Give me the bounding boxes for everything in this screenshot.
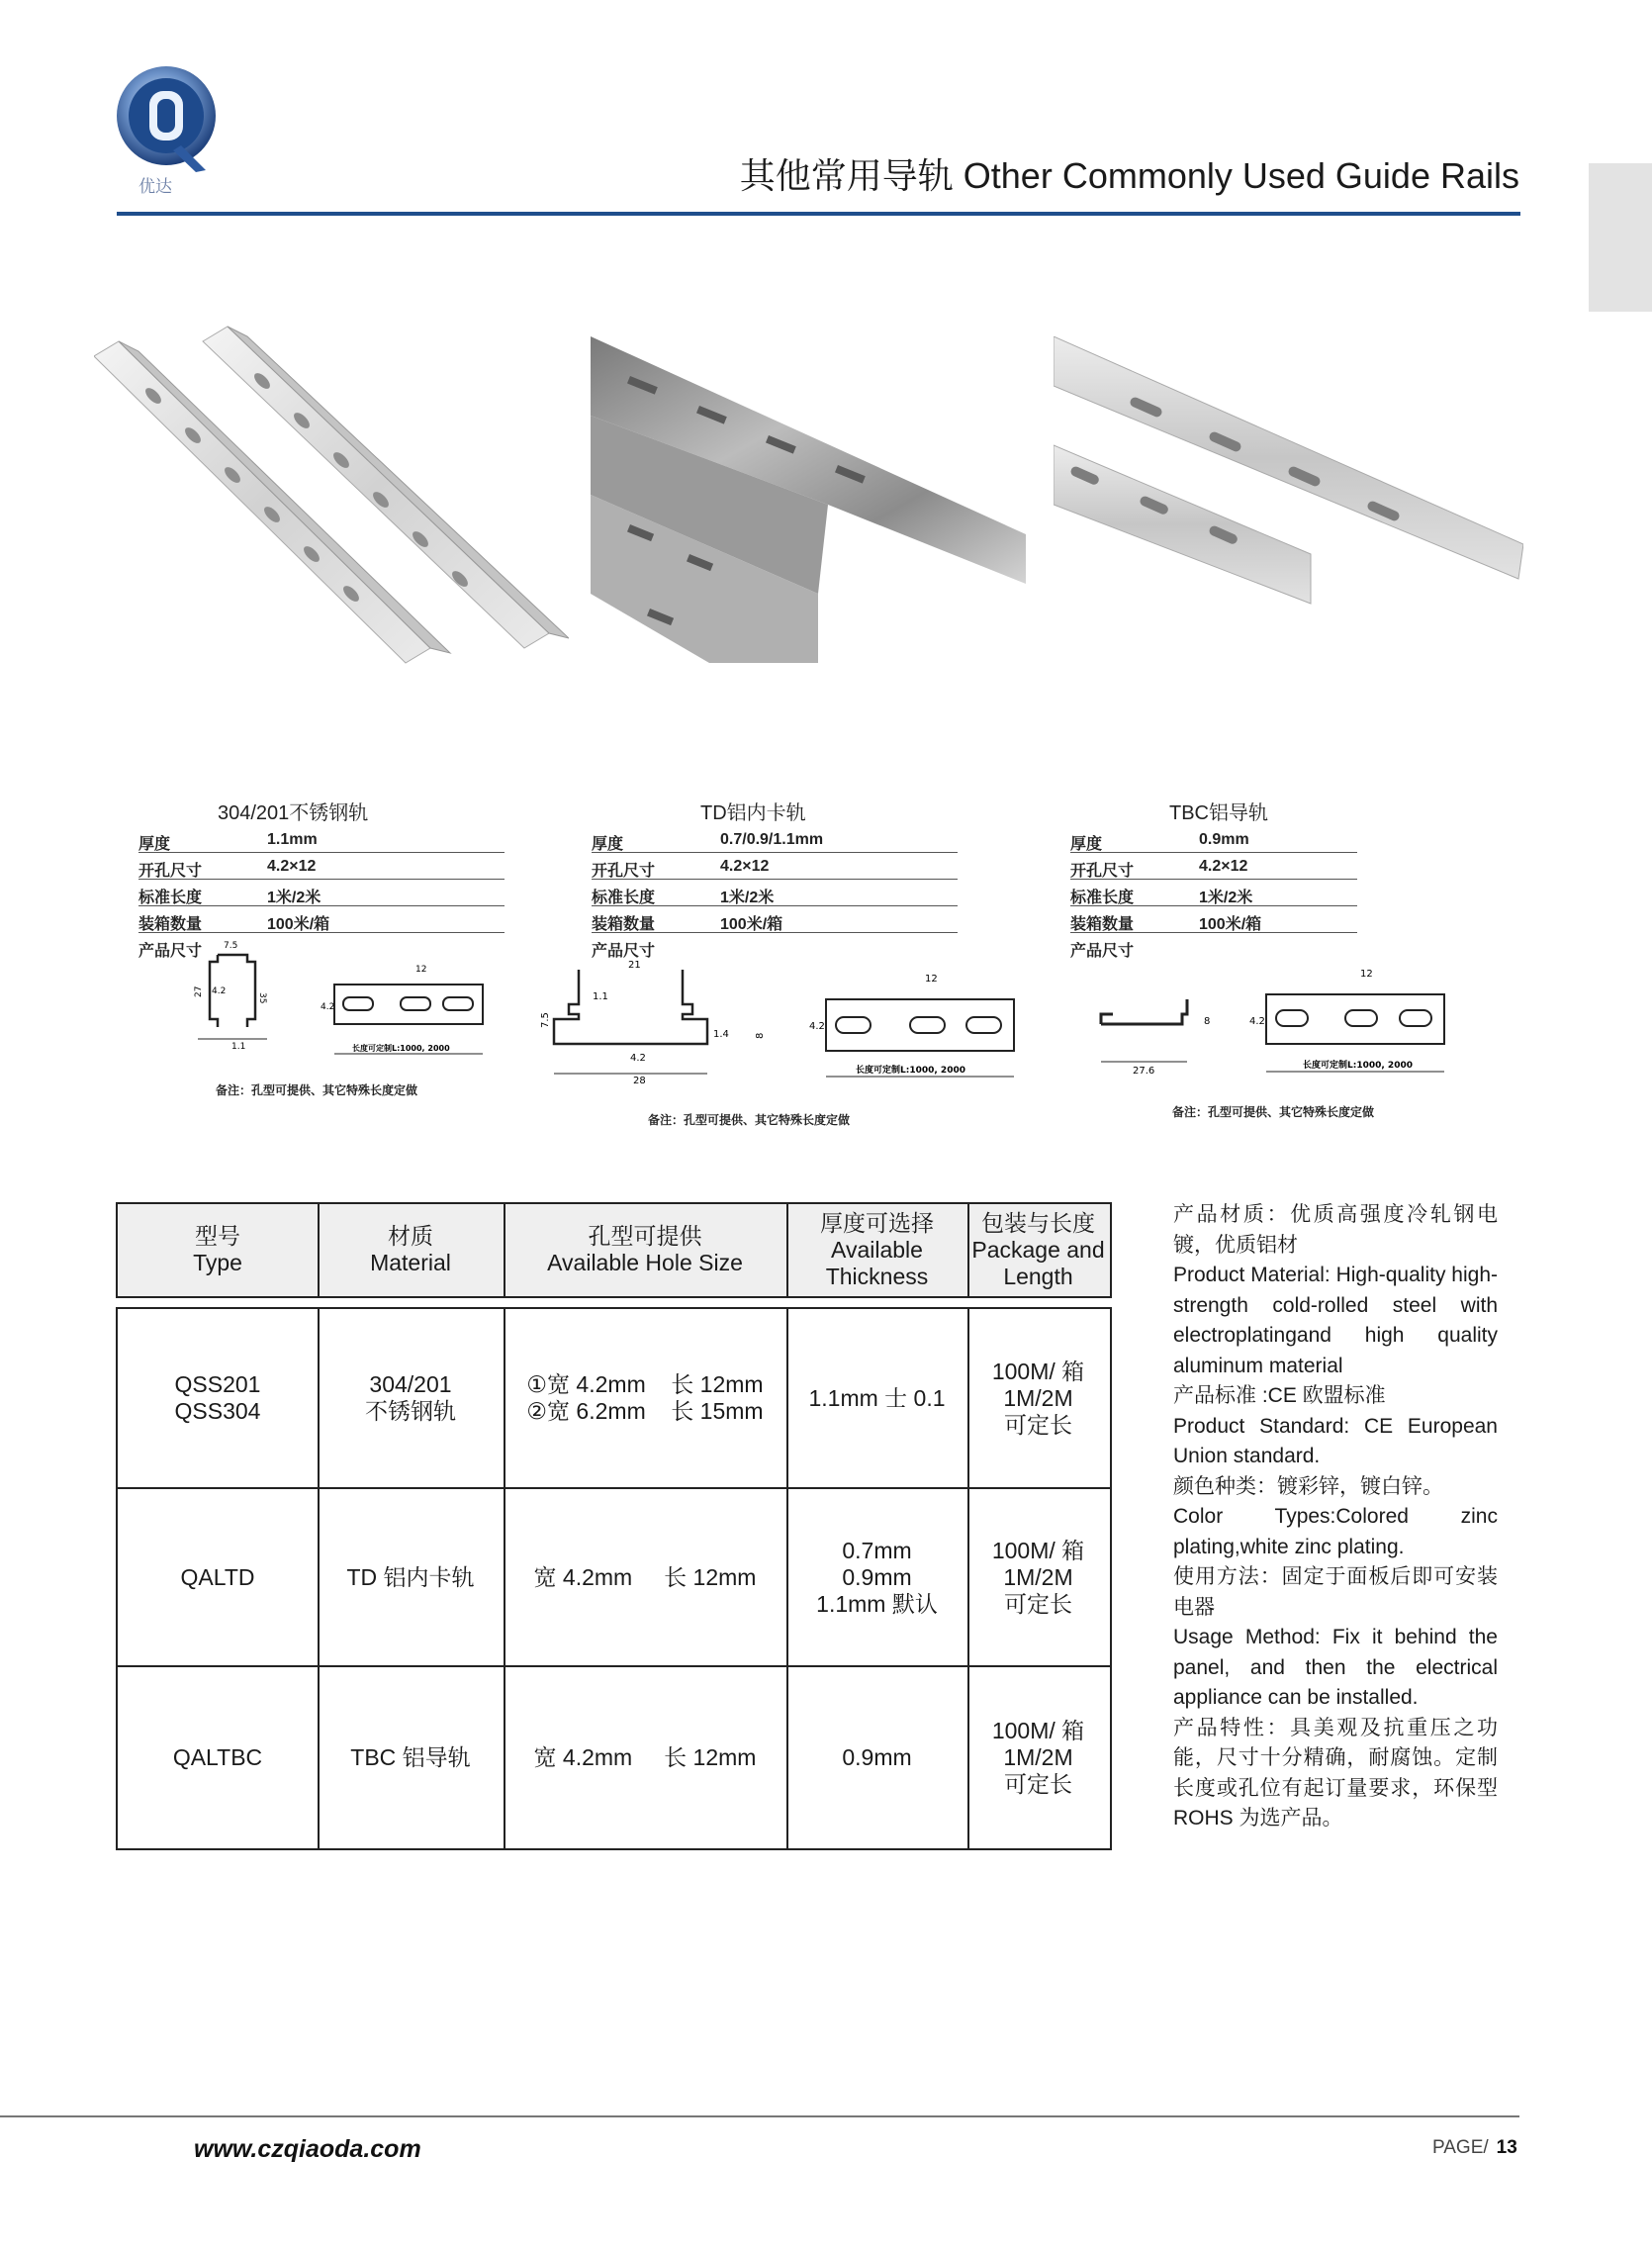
spec-value: 0.7/0.9/1.1mm [720, 831, 824, 848]
footer-website[interactable]: www.czqiaoda.com [194, 2135, 421, 2163]
spec-title: TBC铝导轨 [1169, 802, 1268, 824]
header-cell-hole-size: 孔型可提供 Available Hole Size [547, 1223, 743, 1275]
table-cell: 0.9mm [842, 1743, 912, 1770]
spec-value: 100米/箱 [1199, 916, 1262, 933]
spec-value: 100米/箱 [267, 916, 330, 933]
dim-label: 21 [628, 960, 641, 971]
spec-key: 产品尺寸 [138, 943, 203, 960]
page-label: PAGE/ [1432, 2137, 1489, 2158]
spec-key: 厚度 [592, 836, 624, 853]
spec-key: 标准长度 [138, 890, 203, 906]
footer-divider [0, 2115, 1519, 2117]
table-cell: 宽 4.2mm 长 12mm [533, 1743, 757, 1770]
tbc-rail-photo [1054, 336, 1523, 613]
desc-paragraph: Product Material: High-quality high-strength cold-rolled steel with electroplatingand high quality aluminum material [1173, 1264, 1498, 1377]
spec-key: 标准长度 [592, 890, 656, 906]
spec-key: 标准长度 [1070, 890, 1135, 906]
dim-label: 1.1 [593, 991, 608, 1002]
table-cell: 100M/ 箱 1M/2M 可定长 [991, 1537, 1085, 1617]
header-cell-thickness: 厚度可选择 Available Thickness [820, 1209, 934, 1289]
spec-key: 装箱数量 [592, 916, 656, 933]
product-description [1173, 1200, 1498, 1834]
spec-key: 产品尺寸 [1070, 943, 1135, 960]
spec-row [1070, 906, 1357, 933]
dim-label: 8 [755, 1032, 766, 1039]
spec-row [592, 906, 958, 933]
spec-row [138, 853, 505, 880]
stainless-dimension-drawing [188, 940, 505, 1069]
header-divider [117, 212, 1520, 216]
spec-row [1070, 826, 1357, 853]
spec-value: 4.2×12 [267, 858, 317, 875]
desc-paragraph: 产品特性：具美观及抗重压之功能，尺寸十分精确，耐腐蚀。定制长度或孔位有起订量要求，环保型 ROHS 为选产品。 [1173, 1716, 1498, 1830]
table-cell: TBC 铝导轨 [350, 1743, 471, 1770]
dim-label: 12 [415, 965, 427, 975]
header-cell-package: 包装与长度 Package and Length [971, 1209, 1105, 1289]
header-cell-material: 材质 Material [370, 1223, 451, 1275]
desc-paragraph: 颜色种类：镀彩锌，镀白锌。 [1173, 1474, 1443, 1498]
spec-value: 0.9mm [1199, 831, 1249, 848]
spec-key: 装箱数量 [1070, 916, 1135, 933]
table-body [116, 1307, 1112, 1850]
table-cell: ①宽 4.2mm 长 12mm ②宽 6.2mm 长 15mm [526, 1371, 764, 1424]
desc-paragraph: 产品材质：优质高强度冷轧钢电镀，优质铝材 [1173, 1203, 1498, 1257]
spec-row [138, 880, 505, 906]
company-logo [112, 61, 221, 200]
spec-row [138, 826, 505, 853]
dim-label: 12 [1360, 969, 1373, 980]
spec-note: 备注：孔型可提供、其它特殊长度定做 [648, 1113, 851, 1127]
dim-length-label: 长度可定制L:1000, 2000 [1303, 1061, 1413, 1071]
spec-value: 1.1mm [267, 831, 318, 848]
dim-label: 35 [257, 992, 267, 1004]
dim-label: 4.2 [1249, 1016, 1265, 1027]
dim-label: 7.5 [224, 941, 238, 951]
logo-text: 优达 [138, 177, 172, 197]
dim-label: 7.5 [540, 1012, 551, 1028]
table-cell: 1.1mm 士 0.1 [808, 1384, 946, 1411]
spec-note: 备注：孔型可提供、其它特殊长度定做 [216, 1083, 418, 1097]
td-dimension-drawing [529, 960, 1024, 1088]
dim-length-label: 长度可定制L:1000, 2000 [352, 1044, 450, 1053]
dim-label: 1.4 [713, 1029, 729, 1040]
table-cell: 0.7mm 0.9mm 1.1mm 默认 [816, 1537, 938, 1617]
spec-row [592, 853, 958, 880]
spec-key: 产品尺寸 [592, 943, 656, 960]
page-number [1432, 2137, 1517, 2159]
dim-label: 27.6 [1133, 1066, 1155, 1077]
table-cell: QSS201 QSS304 [174, 1371, 261, 1424]
table-cell: 宽 4.2mm 长 12mm [533, 1563, 757, 1590]
page-number-value: 13 [1496, 2137, 1517, 2158]
header-cell-type: 型号 Type [193, 1223, 242, 1275]
desc-paragraph: Color Types:Colored zinc plating,white zinc plating. [1173, 1505, 1498, 1558]
spec-row [1070, 853, 1357, 880]
table-cell: QALTBC [172, 1743, 263, 1770]
spec-value: 4.2×12 [720, 858, 770, 875]
spec-value: 1米/2米 [267, 890, 321, 906]
desc-paragraph: 产品标准 :CE 欧盟标准 [1173, 1384, 1386, 1407]
desc-paragraph: Usage Method: Fix it behind the panel, and then the electrical appliance can be installed. [1173, 1626, 1498, 1709]
spec-key: 开孔尺寸 [592, 863, 656, 880]
stainless-rail-photo [94, 307, 569, 683]
dim-length-label: 长度可定制L:1000, 2000 [856, 1066, 965, 1076]
table-cell: 304/201 不锈钢轨 [365, 1371, 456, 1424]
page-title: 其他常用导轨 Other Commonly Used Guide Rails [739, 155, 1519, 196]
spec-row [592, 826, 958, 853]
spec-value: 100米/箱 [720, 916, 783, 933]
table-cell: 100M/ 箱 1M/2M 可定长 [991, 1358, 1085, 1438]
dim-label: 1.1 [231, 1042, 246, 1052]
dim-label: 28 [633, 1076, 646, 1086]
table-cell: TD 铝内卡轨 [346, 1563, 475, 1590]
spec-row [592, 933, 958, 960]
spec-row [1070, 933, 1357, 960]
dim-label: 4.2 [321, 1002, 335, 1012]
td-rail-photo [591, 336, 1026, 673]
spec-note: 备注：孔型可提供、其它特殊长度定做 [1172, 1105, 1375, 1119]
desc-paragraph: Product Standard: CE European Union standard. [1173, 1414, 1498, 1467]
table-header [116, 1202, 1112, 1298]
spec-row [592, 880, 958, 906]
spec-key: 开孔尺寸 [138, 863, 203, 880]
tbc-dimension-drawing [1093, 965, 1449, 1083]
spec-value: 4.2×12 [1199, 858, 1248, 875]
spec-value: 1米/2米 [720, 890, 775, 906]
dim-label: 12 [925, 974, 938, 985]
spec-row [138, 906, 505, 933]
dim-label: 4.2 [809, 1021, 825, 1032]
spec-key: 开孔尺寸 [1070, 863, 1135, 880]
spec-title: 304/201不锈钢轨 [218, 802, 369, 824]
spec-key: 厚度 [1070, 836, 1103, 853]
spec-value: 1米/2米 [1199, 890, 1253, 906]
dim-label: 8 [1204, 1016, 1211, 1027]
dim-label: 27 [194, 985, 204, 997]
spec-row [1070, 880, 1357, 906]
desc-paragraph: 使用方法：固定于面板后即可安装电器 [1173, 1565, 1498, 1619]
table-cell: QALTD [180, 1563, 255, 1590]
spec-key: 装箱数量 [138, 916, 203, 933]
spec-key: 厚度 [138, 836, 171, 853]
table-cell: 100M/ 箱 1M/2M 可定长 [991, 1717, 1085, 1797]
spec-title: TD铝内卡轨 [700, 802, 806, 824]
side-tab [1589, 163, 1652, 312]
dim-label: 4.2 [212, 986, 227, 996]
dim-label: 4.2 [630, 1053, 646, 1064]
